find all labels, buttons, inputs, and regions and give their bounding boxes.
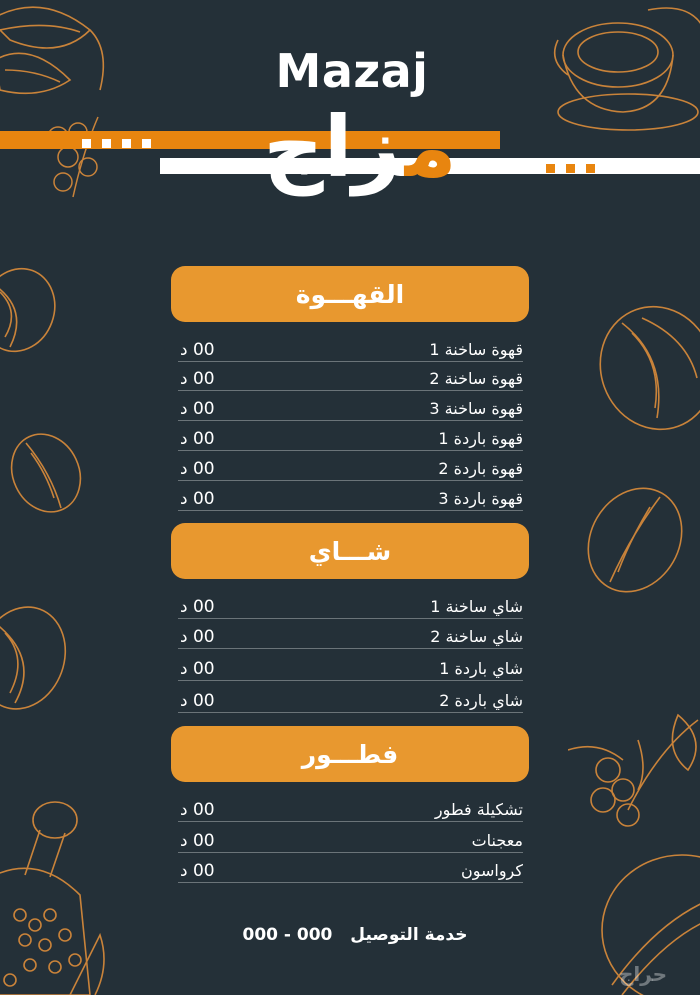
menu-item: [178, 454, 523, 481]
orange-dots: [546, 158, 606, 177]
section-header-breakfast: فطـــور: [171, 726, 529, 782]
item-name: تشكيلة فطور: [434, 800, 523, 819]
watermark: حراج: [618, 962, 668, 986]
item-name: شاي باردة 1: [439, 659, 523, 678]
menu-item: [178, 592, 523, 619]
item-price: 00 د: [180, 800, 215, 820]
item-price: 00 د: [180, 861, 215, 881]
item-name: قهوة ساخنة 2: [429, 369, 523, 388]
item-name: قهوة باردة 1: [438, 429, 523, 448]
item-price: 00 د: [180, 597, 215, 617]
menu-item: [178, 856, 523, 883]
item-price: 00 د: [180, 691, 215, 711]
item-name: شاي باردة 2: [439, 691, 523, 710]
section-header-tea: شـــاي: [171, 523, 529, 579]
item-price: 00 د: [180, 831, 215, 851]
coffee-scoop-illustration: [0, 795, 110, 995]
menu-item: [178, 335, 523, 362]
brand-name-english: Mazaj: [275, 44, 429, 98]
white-dots: [82, 133, 162, 152]
delivery-label: خدمة التوصيل: [350, 925, 468, 945]
item-name: قهوة ساخنة 3: [429, 399, 523, 418]
item-name: قهوة ساخنة 1: [429, 340, 523, 359]
coffee-bean-illustration: [0, 262, 60, 362]
coffee-bean-illustration: [597, 298, 700, 438]
menu-item: [178, 394, 523, 421]
coffee-cherries-illustration: [38, 112, 108, 202]
coffee-bean-illustration: [6, 428, 86, 518]
menu-item: [178, 364, 523, 391]
coffee-bean-illustration: [580, 482, 690, 597]
section-header-coffee: القهـــوة: [171, 266, 529, 322]
coffee-branch-illustration: [0, 0, 130, 120]
item-price: 00 د: [180, 340, 215, 360]
item-price: 00 د: [180, 429, 215, 449]
menu-item: [178, 654, 523, 681]
menu-item: [178, 424, 523, 451]
item-price: 00 د: [180, 459, 215, 479]
item-name: كرواسون: [460, 861, 523, 880]
item-name: قهوة باردة 3: [438, 489, 523, 508]
item-price: 00 د: [180, 399, 215, 419]
coffee-bean-illustration: [0, 603, 70, 718]
brand-name-arabic: [170, 92, 550, 202]
coffee-cup-illustration: [548, 0, 700, 135]
delivery-footer: [220, 925, 490, 945]
menu-item: [178, 484, 523, 511]
delivery-phone: 000 - 000: [242, 925, 333, 945]
menu-item: [178, 622, 523, 649]
menu-item: [178, 826, 523, 853]
item-name: معجنات: [471, 831, 523, 850]
item-price: 00 د: [180, 369, 215, 389]
brand-name-arabic-rest: زاج: [263, 98, 405, 196]
item-price: 00 د: [180, 627, 215, 647]
item-price: 00 د: [180, 489, 215, 509]
item-name: شاي ساخنة 1: [430, 597, 523, 616]
item-name: شاي ساخنة 2: [430, 627, 523, 646]
coffee-cherries-illustration: [568, 710, 700, 850]
menu-item: [178, 795, 523, 822]
item-name: قهوة باردة 2: [438, 459, 523, 478]
item-price: 00 د: [180, 659, 215, 679]
brand-name-arabic-first-letter: م: [404, 98, 457, 196]
menu-item: [178, 686, 523, 713]
